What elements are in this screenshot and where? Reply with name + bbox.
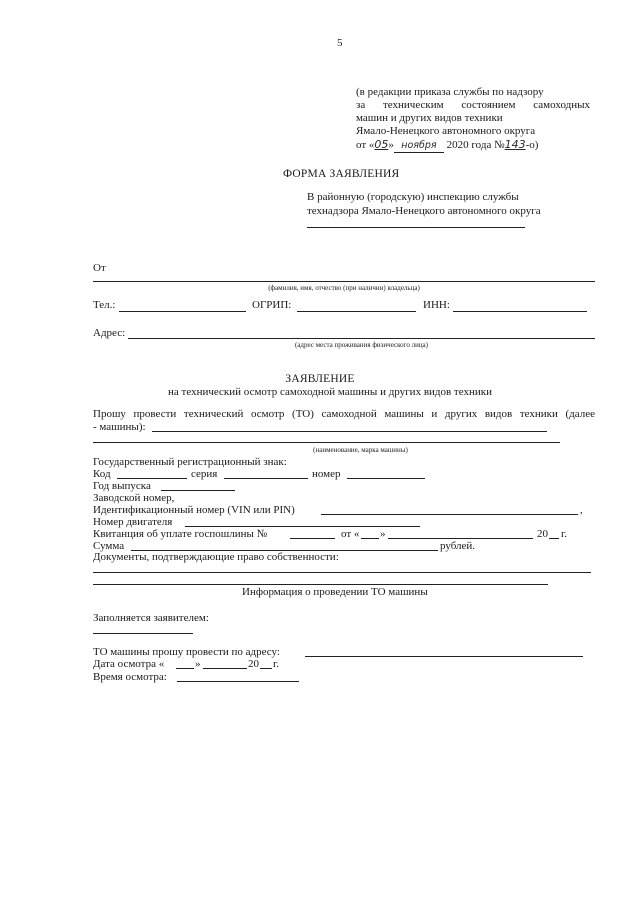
vin-line xyxy=(321,514,578,515)
receipt-quote: » xyxy=(380,528,386,540)
machine-caption: (наименование, марка машины) xyxy=(313,446,408,454)
inn-line xyxy=(453,311,587,312)
filled-by-label: Заполняется заявителем: xyxy=(93,612,209,624)
factory-number-label: Заводской номер, xyxy=(93,492,175,504)
page-number: 5 xyxy=(337,37,343,49)
statement-subtitle: на технический осмотр самоходной машины и других видов техники xyxy=(168,386,492,398)
address-caption: (адрес места проживания физического лица) xyxy=(294,341,428,349)
documents-line-2 xyxy=(93,584,548,585)
receipt-year-prefix: 20 xyxy=(537,528,548,540)
phone-label: Тел.: xyxy=(93,299,116,311)
series-line xyxy=(224,478,308,479)
receipt-day-line xyxy=(361,538,379,539)
receipt-year-line xyxy=(549,538,559,539)
address-label: Адрес: xyxy=(93,327,126,339)
year-line xyxy=(161,490,235,491)
owner-name-line xyxy=(93,281,595,282)
year-label: Год выпуска xyxy=(93,480,151,492)
request-line-2: - машины): xyxy=(93,421,146,433)
edition-date-day: 05 xyxy=(374,138,389,151)
receipt-g: г. xyxy=(561,528,568,540)
edition-note-line-2: за техническим состоянием самоходных xyxy=(356,99,590,111)
reg-sign-label: Государственный регистрационный знак: xyxy=(93,456,287,468)
phone-line xyxy=(119,311,246,312)
edition-note-line-4: Ямало-Ненецкого автономного округа xyxy=(356,125,536,137)
inspection-year-line xyxy=(260,668,272,669)
address-line xyxy=(128,338,595,339)
ogrip-label: ОГРИП: xyxy=(252,299,292,311)
vin-comma: , xyxy=(580,504,583,516)
inspection-date-quote: » xyxy=(195,658,201,670)
addressee-line-2: технадзора Ямало-Ненецкого автономного округа xyxy=(307,205,541,217)
inspection-time-label: Время осмотра: xyxy=(93,671,167,683)
receipt-from-label: от « xyxy=(341,528,360,540)
machine-line-2 xyxy=(93,442,560,443)
owner-name-caption: (фамилия, имя, отчество (при наличии) владельца) xyxy=(268,284,420,292)
inspection-address-line xyxy=(305,656,583,657)
inspection-date-g: г. xyxy=(273,658,280,670)
inspection-year-prefix: 20 xyxy=(248,658,259,670)
edition-date-year: 2020 года № xyxy=(446,139,505,151)
rubles-label: рублей. xyxy=(440,540,476,552)
inspection-title: Информация о проведении ТО машины xyxy=(242,586,428,598)
edition-note-date xyxy=(356,138,538,153)
code-label: Код xyxy=(93,468,111,480)
form-title: ФОРМА ЗАЯВЛЕНИЯ xyxy=(283,168,400,180)
edition-date-mid: » xyxy=(388,139,394,151)
receipt-label: Квитанция об уплате госпошлины № xyxy=(93,528,268,540)
documents-line-1 xyxy=(93,572,591,573)
filled-by-line xyxy=(93,633,193,634)
from-label: От xyxy=(93,262,106,274)
addressee-blank-line xyxy=(307,227,525,228)
inspection-date-label: Дата осмотра « xyxy=(93,658,165,670)
series-label: серия xyxy=(191,468,218,480)
edition-date-prefix: от « xyxy=(356,139,375,151)
request-line-1: Прошу провести технический осмотр (ТО) самоходной машины и других видов техники (далее xyxy=(93,408,595,420)
engine-label: Номер двигателя xyxy=(93,516,173,528)
inspection-day-line xyxy=(176,668,194,669)
edition-order-number: 143 xyxy=(504,138,526,151)
machine-line-1 xyxy=(152,431,547,432)
sum-label: Сумма xyxy=(93,540,125,552)
number-label: номер xyxy=(312,468,341,480)
inn-label: ИНН: xyxy=(423,299,450,311)
ogrip-line xyxy=(297,311,416,312)
edition-date-suffix: -о) xyxy=(525,139,539,151)
edition-note-line-1: (в редакции приказа службы по надзору xyxy=(356,86,544,98)
receipt-number-line xyxy=(290,538,335,539)
addressee-line-1: В районную (городскую) инспекцию службы xyxy=(307,191,519,203)
documents-label: Документы, подтверждающие право собственности: xyxy=(93,551,339,563)
edition-note-line-3: машин и других видов техники xyxy=(356,112,503,124)
inspection-month-line xyxy=(203,668,247,669)
engine-line xyxy=(185,526,420,527)
inspection-time-line xyxy=(177,681,299,682)
inspection-address-label: ТО машины прошу провести по адресу: xyxy=(93,646,280,658)
number-line xyxy=(347,478,425,479)
statement-title: ЗАЯВЛЕНИЕ xyxy=(285,373,355,385)
receipt-month-line xyxy=(388,538,533,539)
edition-date-month: ноября xyxy=(394,139,444,153)
vin-label: Идентификационный номер (VIN или PIN) xyxy=(93,504,295,516)
code-line xyxy=(117,478,187,479)
